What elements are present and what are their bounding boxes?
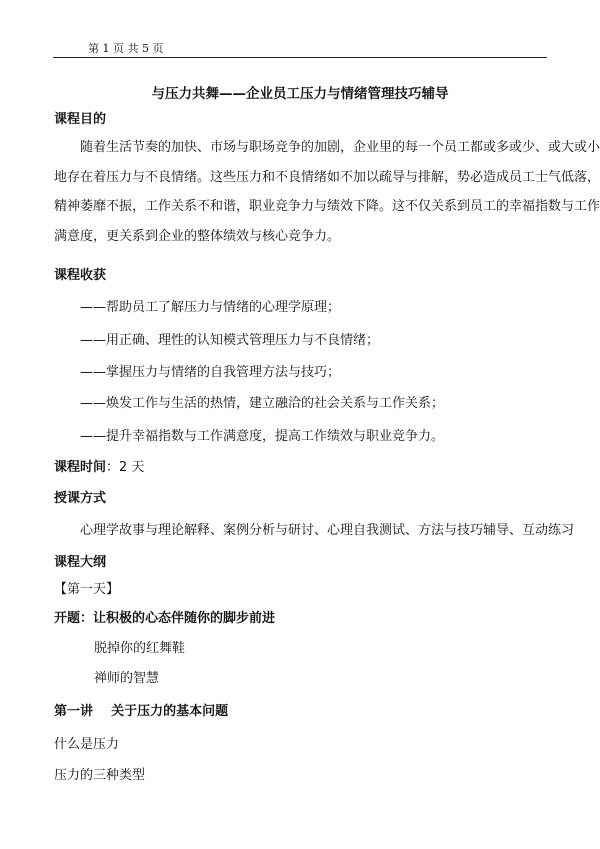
gains-item: ——提升幸福指数与工作满意度，提高工作绩效与职业竞争力。: [80, 429, 445, 444]
gains-item: ——帮助员工了解压力与情绪的心理学原理；: [80, 300, 341, 315]
opening-title: 开题：让积极的心态伴随你的脚步前进: [54, 611, 276, 626]
duration-value: ：2 天: [106, 460, 145, 475]
outline-heading: 课程大纲: [54, 555, 107, 570]
method-text: 心理学故事与理论解释、案例分析与研讨、心理自我测试、方法与技巧辅导、互动练习: [80, 523, 575, 538]
purpose-line: 精神萎靡不振，工作关系不和谐，职业竞争力与绩效下降。这不仅关系到员工的幸福指数与工作: [54, 199, 600, 214]
page-header-info: 第 1 页 共 5 页: [88, 42, 164, 55]
duration-label: 课程时间: [54, 460, 107, 475]
gains-item: ——掌握压力与情绪的自我管理方法与技巧；: [80, 365, 341, 380]
purpose-line: 满意度，更关系到企业的整体绩效与核心竞争力。: [54, 228, 341, 244]
header-divider: [53, 57, 547, 58]
purpose-heading: 课程目的: [54, 112, 107, 127]
gains-item: ——焕发工作与生活的热情，建立融洽的社会关系与工作关系；: [80, 396, 445, 411]
opening-item: 脱掉你的红舞鞋: [94, 641, 186, 656]
lecture1-item: 压力的三种类型: [54, 768, 146, 783]
purpose-line: 地存在着压力与不良情绪。这些压力和不良情绪如不加以疏导与排解，势必造成员工士气低落，: [54, 169, 600, 185]
gains-heading: 课程收获: [54, 268, 107, 283]
duration-line: [54, 456, 144, 475]
gains-item: ——用正确、理性的认知模式管理压力与不良情绪；: [80, 333, 380, 348]
document-title: 与压力共舞——企业员工压力与情绪管理技巧辅导: [151, 86, 449, 102]
method-heading: 授课方式: [54, 491, 107, 506]
outline-day: 【第一天】: [54, 582, 120, 597]
lecture1-item: 什么是压力: [54, 737, 120, 752]
lecture1-title: 第一讲 关于压力的基本问题: [54, 704, 229, 719]
opening-item: 禅师的智慧: [94, 671, 160, 686]
purpose-line: 随着生活节奏的加快、市场与职场竞争的加剧，企业里的每一个员工都或多或少、或大或小: [80, 140, 600, 155]
purpose-paragraph: [54, 133, 600, 251]
